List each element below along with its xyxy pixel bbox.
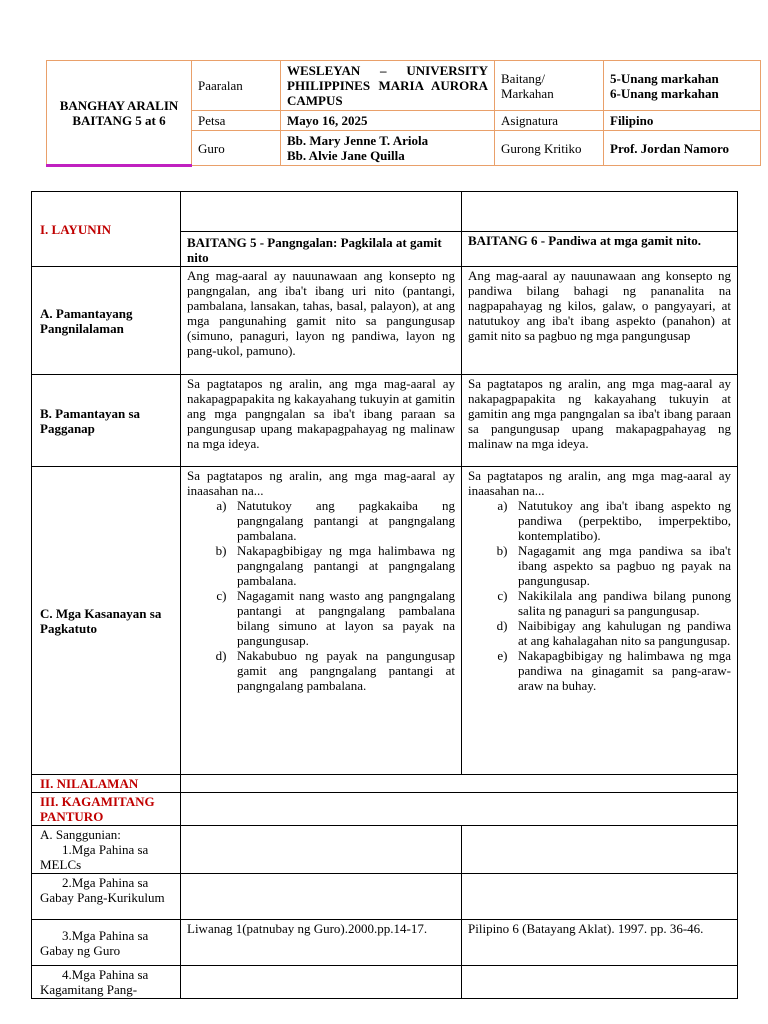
- g5-gabay-kurikulum: [181, 874, 462, 920]
- list-item: a. Natutukoy ang iba't ibang aspekto ng pandiwa (perpektibo, imperpektibo, kontemplatibo).: [514, 498, 731, 543]
- header-label-subject: Asignatura: [495, 111, 604, 131]
- label-pamantayan-sa-pagganap: B. Pamantayan sa Pagganap: [32, 375, 181, 467]
- g6-pamantayan-sa-pagganap: Sa pagtatapos ng aralin, ang mga mag-aaral ay nakapagpapakita ng kakayahang tukuyin at gamitin ang mga pangngalan sa iba't ibang paraan sa pangungusap upang makapagpahayag ng malinaw na mga ideya.: [462, 375, 738, 467]
- lesson-header-table: [46, 60, 761, 167]
- header-value-school: WESLEYAN – UNIVERSITY PHILIPPINES MARIA AURORA CAMPUS: [281, 61, 495, 111]
- g5-melcs: [181, 826, 462, 874]
- list-item: b. Nakapagbibigay ng mga halimbawa ng pangngalang pantangi at pangngalang pambalana.: [233, 543, 455, 588]
- label-kagamitang-pang: 4.Mga Pahina sa Kagamitang Pang-: [32, 966, 181, 999]
- g6-kasanayan-list: [468, 498, 731, 693]
- header-label-date: Petsa: [192, 111, 281, 131]
- grade5-spacer: [181, 192, 462, 232]
- g6-gabay-kurikulum: [462, 874, 738, 920]
- g5-pamantayan-sa-pagganap: Sa pagtatapos ng aralin, ang mga mag-aaral ay nakapagpapakita ng kakayahang tukuyin at gamitin ang mga pangngalan sa iba't ibang paraan sa pangungusap upang makapagpahayag ng malinaw na mga ideya.: [181, 375, 462, 467]
- header-value-date: Mayo 16, 2025: [281, 111, 495, 131]
- label-kasanayan: C. Mga Kasanayan sa Pagkatuto: [32, 467, 181, 775]
- list-item: e. Nakapagbibigay ng halimbawa ng mga pandiwa na ginagamit sa pang-araw-araw na buhay.: [514, 648, 731, 693]
- g5-gabay-guro: Liwanag 1(patnubay ng Guro).2000.pp.14-17.: [181, 920, 462, 966]
- section-kagamitan: III. KAGAMITANG PANTURO: [32, 793, 181, 826]
- g5-kasanayan-intro: Sa pagtatapos ng aralin, ang mga mag-aaral ay inaasahan na...: [187, 468, 455, 498]
- header-label-school: Paaralan: [192, 61, 281, 111]
- g6-pamantayang-pangnilalaman: Ang mag-aaral ay nauunawaan ang konsepto ng pandiwa bilang bahagi ng pananalita na nagpapahayag ng kilos, galaw, o pangyayari, at natutukoy ang iba't ibang aspekto (panahon) at gamit nito sa pagbuo ng mga pangungusap: [462, 267, 738, 375]
- g6-melcs: [462, 826, 738, 874]
- g6-gabay-guro: Pilipino 6 (Batayang Aklat). 1997. pp. 36-46.: [462, 920, 738, 966]
- g6-kasanayan: [462, 467, 738, 775]
- label-gabay-kurikulum: 2.Mga Pahina sa Gabay Pang-Kurikulum: [32, 874, 181, 920]
- sanggunian-melcs-cell: [32, 826, 181, 874]
- g5-pamantayang-pangnilalaman: Ang mag-aaral ay nauunawaan ang konsepto ng pangngalan, ang iba't ibang uri nito (pantangi, pambalana, lansakan, tahas, basal, palayon), at ang mga pangunahing gamit nito sa pangungusap (simuno, panaguri, layon ng pandiwa, layon ng pang-ukol, pamuno).: [181, 267, 462, 375]
- g5-kasanayan-list: [187, 498, 455, 693]
- grade5-heading: BAITANG 5 - Pangngalan: Pagkilala at gamit nito: [181, 232, 462, 267]
- grade6-spacer: [462, 192, 738, 232]
- grade6-heading: BAITANG 6 - Pandiwa at mga gamit nito.: [462, 232, 738, 267]
- g6-kagamitang-pang: [462, 966, 738, 999]
- header-value-grade: 5-Unang markahan 6-Unang markahan: [604, 61, 761, 111]
- section-nilalaman: II. NILALAMAN: [32, 775, 181, 793]
- nilalaman-content: [181, 775, 738, 793]
- header-label-teacher: Guro: [192, 131, 281, 166]
- label-pamantayang-pangnilalaman: A. Pamantayang Pangnilalaman: [32, 267, 181, 375]
- g6-kasanayan-intro: Sa pagtatapos ng aralin, ang mga mag-aaral ay inaasahan na...: [468, 468, 731, 498]
- list-item: b. Nagagamit ang mga pandiwa sa iba't ibang aspekto sa pagbuo ng payak na pangungusap.: [514, 543, 731, 588]
- list-item: a. Natutukoy ang pagkakaiba ng pangngalang pantangi at pangngalang pambalana.: [233, 498, 455, 543]
- lesson-plan-table: [31, 191, 738, 999]
- g5-kasanayan: [181, 467, 462, 775]
- label-gabay-guro: 3.Mga Pahina sa Gabay ng Guro: [32, 920, 181, 966]
- header-value-critic: Prof. Jordan Namoro: [604, 131, 761, 166]
- header-value-subject: Filipino: [604, 111, 761, 131]
- kagamitan-content: [181, 793, 738, 826]
- header-value-teacher: Bb. Mary Jenne T. Ariola Bb. Alvie Jane Quilla: [281, 131, 495, 166]
- header-label-grade: Baitang/ Markahan: [495, 61, 604, 111]
- section-layunin: I. LAYUNIN: [32, 192, 181, 267]
- label-melcs: 1.Mga Pahina sa MELCs: [40, 842, 149, 872]
- header-title: BANGHAY ARALIN BAITANG 5 at 6: [47, 61, 192, 166]
- list-item: d. Naibibigay ang kahulugan ng pandiwa at ang kahalagahan nito sa pangungusap.: [514, 618, 731, 648]
- g5-kagamitang-pang: [181, 966, 462, 999]
- list-item: c. Nagagamit nang wasto ang pangngalang pantangi at pangngalang pambalana bilang simuno at layon sa payak na pangungusap.: [233, 588, 455, 648]
- list-item: d. Nakabubuo ng payak na pangungusap gamit ang pangngalang pantangi at pangngalang pambalana.: [233, 648, 455, 693]
- list-item: c. Nakikilala ang pandiwa bilang punong salita ng panaguri sa pangungusap.: [514, 588, 731, 618]
- label-sanggunian: A. Sanggunian:: [40, 827, 121, 842]
- header-label-critic: Gurong Kritiko: [495, 131, 604, 166]
